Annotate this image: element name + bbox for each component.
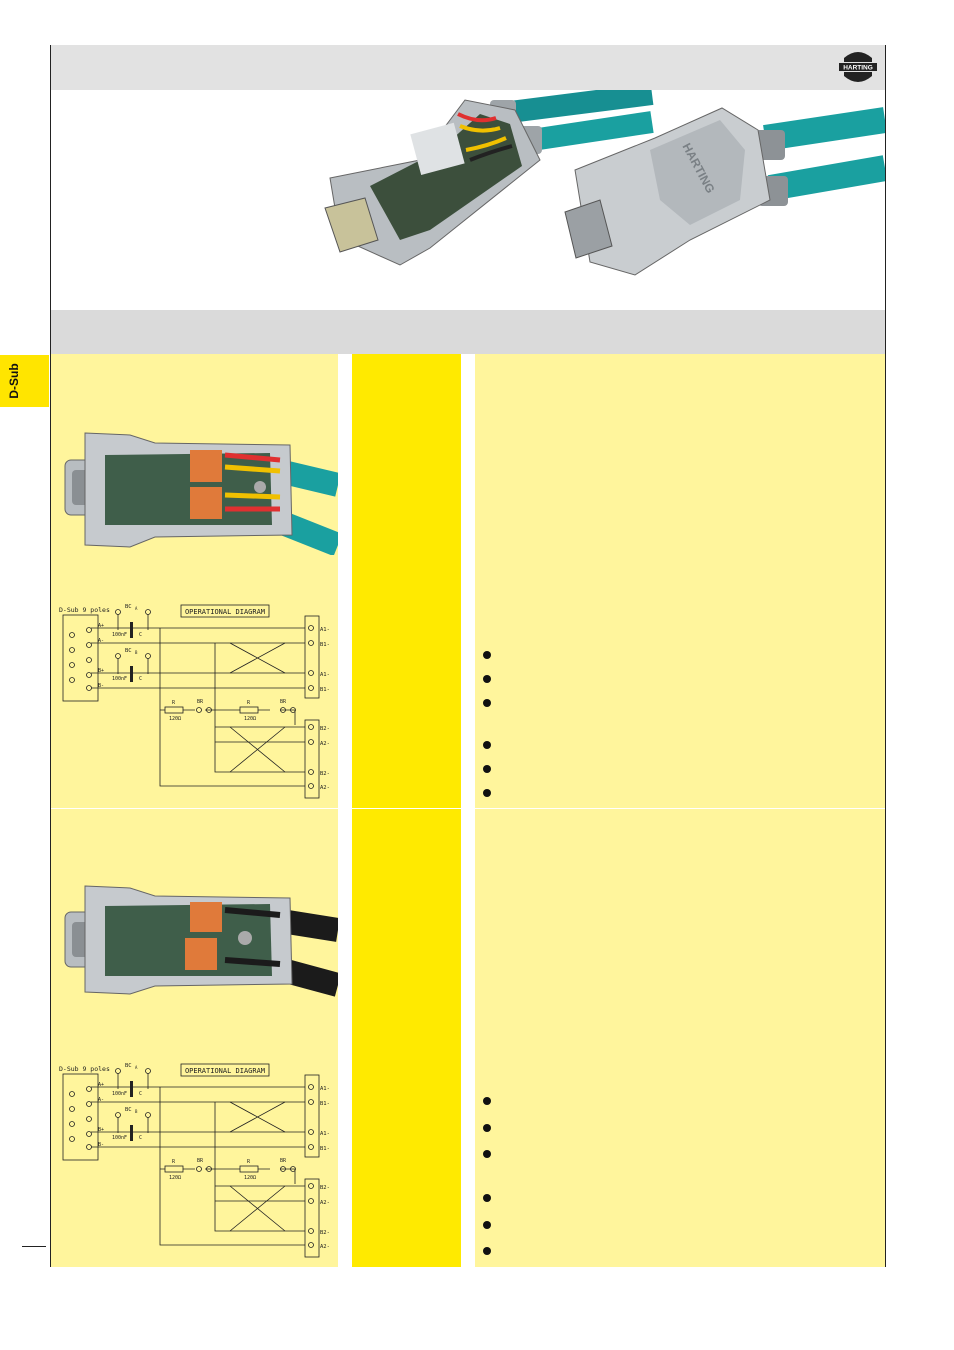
- svg-text:B2-: B2-: [320, 1185, 330, 1191]
- svg-text:A+: A+: [98, 623, 105, 629]
- svg-text:100nF: 100nF: [112, 676, 128, 682]
- svg-text:A2-: A2-: [320, 741, 330, 747]
- svg-text:A1-: A1-: [320, 672, 330, 678]
- sub-header-band: [51, 310, 885, 354]
- svg-text:100nF: 100nF: [112, 1091, 128, 1097]
- bullet-point: [483, 1150, 491, 1158]
- logo-text: HARTING: [843, 64, 873, 72]
- svg-text:R: R: [172, 700, 176, 706]
- svg-text:R: R: [247, 1159, 251, 1165]
- svg-text:120Ω: 120Ω: [169, 1175, 182, 1181]
- bullet-point: [483, 1097, 491, 1105]
- connector-label: D-Sub 9 poles: [59, 606, 110, 614]
- svg-text:BR: BR: [197, 1158, 204, 1164]
- bullet-point: [483, 789, 491, 797]
- header-band: [51, 45, 885, 90]
- svg-text:B2-: B2-: [320, 771, 330, 777]
- svg-text:C: C: [139, 676, 143, 682]
- svg-text:100nF: 100nF: [112, 1135, 128, 1141]
- variant-1-operational-diagram: [55, 600, 338, 800]
- svg-text:120Ω: 120Ω: [169, 716, 182, 722]
- diagram-title: OPERATIONAL DIAGRAM: [184, 608, 266, 616]
- svg-text:B1-: B1-: [320, 687, 330, 693]
- row-divider: [51, 808, 885, 809]
- page-margin-mark: [22, 1246, 46, 1247]
- svg-text:A2-: A2-: [320, 1244, 330, 1250]
- side-tab-label: D-Sub: [7, 363, 21, 399]
- right-border-line: [885, 45, 886, 1267]
- variant-1-connector-photo: [60, 425, 338, 555]
- svg-text:C: C: [139, 1135, 143, 1141]
- svg-text:B+: B+: [98, 1127, 105, 1133]
- bullet-point: [483, 651, 491, 659]
- svg-text:120Ω: 120Ω: [244, 716, 257, 722]
- svg-text:BC: BC: [125, 604, 132, 610]
- product-photo: [300, 90, 885, 310]
- bullet-point: [483, 1194, 491, 1202]
- svg-text:B2-: B2-: [320, 726, 330, 732]
- svg-text:B: B: [135, 650, 138, 655]
- svg-text:BR: BR: [280, 699, 287, 705]
- svg-text:B1-: B1-: [320, 642, 330, 648]
- svg-text:A-: A-: [98, 638, 105, 644]
- svg-text:C: C: [139, 1091, 143, 1097]
- svg-text:R: R: [247, 700, 251, 706]
- svg-text:BR: BR: [280, 1158, 287, 1164]
- svg-text:BC: BC: [125, 648, 132, 654]
- svg-text:BC: BC: [125, 1107, 132, 1113]
- svg-text:B2-: B2-: [320, 1230, 330, 1236]
- bullet-point: [483, 1124, 491, 1132]
- svg-text:A1-: A1-: [320, 627, 330, 633]
- svg-text:100nF: 100nF: [112, 632, 128, 638]
- housing-logo-text: HARTING: [679, 140, 718, 196]
- svg-text:A-: A-: [98, 1097, 105, 1103]
- svg-text:A2-: A2-: [320, 1200, 330, 1206]
- variant-2-operational-diagram: [55, 1059, 338, 1259]
- svg-text:A1-: A1-: [320, 1086, 330, 1092]
- diagram-title: OPERATIONAL DIAGRAM: [184, 1067, 266, 1075]
- harting-logo: [838, 48, 878, 86]
- bullet-point: [483, 741, 491, 749]
- variant-2-connector-photo: [60, 880, 338, 1000]
- svg-text:C: C: [139, 632, 143, 638]
- svg-text:BR: BR: [197, 699, 204, 705]
- variant-2-right-panel: [475, 809, 885, 1267]
- bullet-point: [483, 675, 491, 683]
- svg-text:B: B: [135, 1109, 138, 1114]
- svg-text:A: A: [135, 1065, 138, 1070]
- svg-text:B1-: B1-: [320, 1146, 330, 1152]
- svg-text:A: A: [135, 606, 138, 611]
- svg-text:BC: BC: [125, 1063, 132, 1069]
- bullet-point: [483, 1221, 491, 1229]
- variant-2-mid-panel: [352, 809, 461, 1267]
- side-tab-dsub[interactable]: [0, 355, 49, 407]
- bullet-point: [483, 765, 491, 773]
- variant-1-mid-panel: [352, 354, 461, 808]
- svg-text:120Ω: 120Ω: [244, 1175, 257, 1181]
- bullet-point: [483, 699, 491, 707]
- svg-text:B1-: B1-: [320, 1101, 330, 1107]
- svg-text:A2-: A2-: [320, 785, 330, 791]
- svg-text:B-: B-: [98, 1142, 105, 1148]
- svg-text:B-: B-: [98, 683, 105, 689]
- svg-text:R: R: [172, 1159, 176, 1165]
- svg-text:B+: B+: [98, 668, 105, 674]
- svg-text:A1-: A1-: [320, 1131, 330, 1137]
- svg-text:A+: A+: [98, 1082, 105, 1088]
- variant-1-right-panel: [475, 354, 885, 808]
- bullet-point: [483, 1247, 491, 1255]
- connector-label: D-Sub 9 poles: [59, 1065, 110, 1073]
